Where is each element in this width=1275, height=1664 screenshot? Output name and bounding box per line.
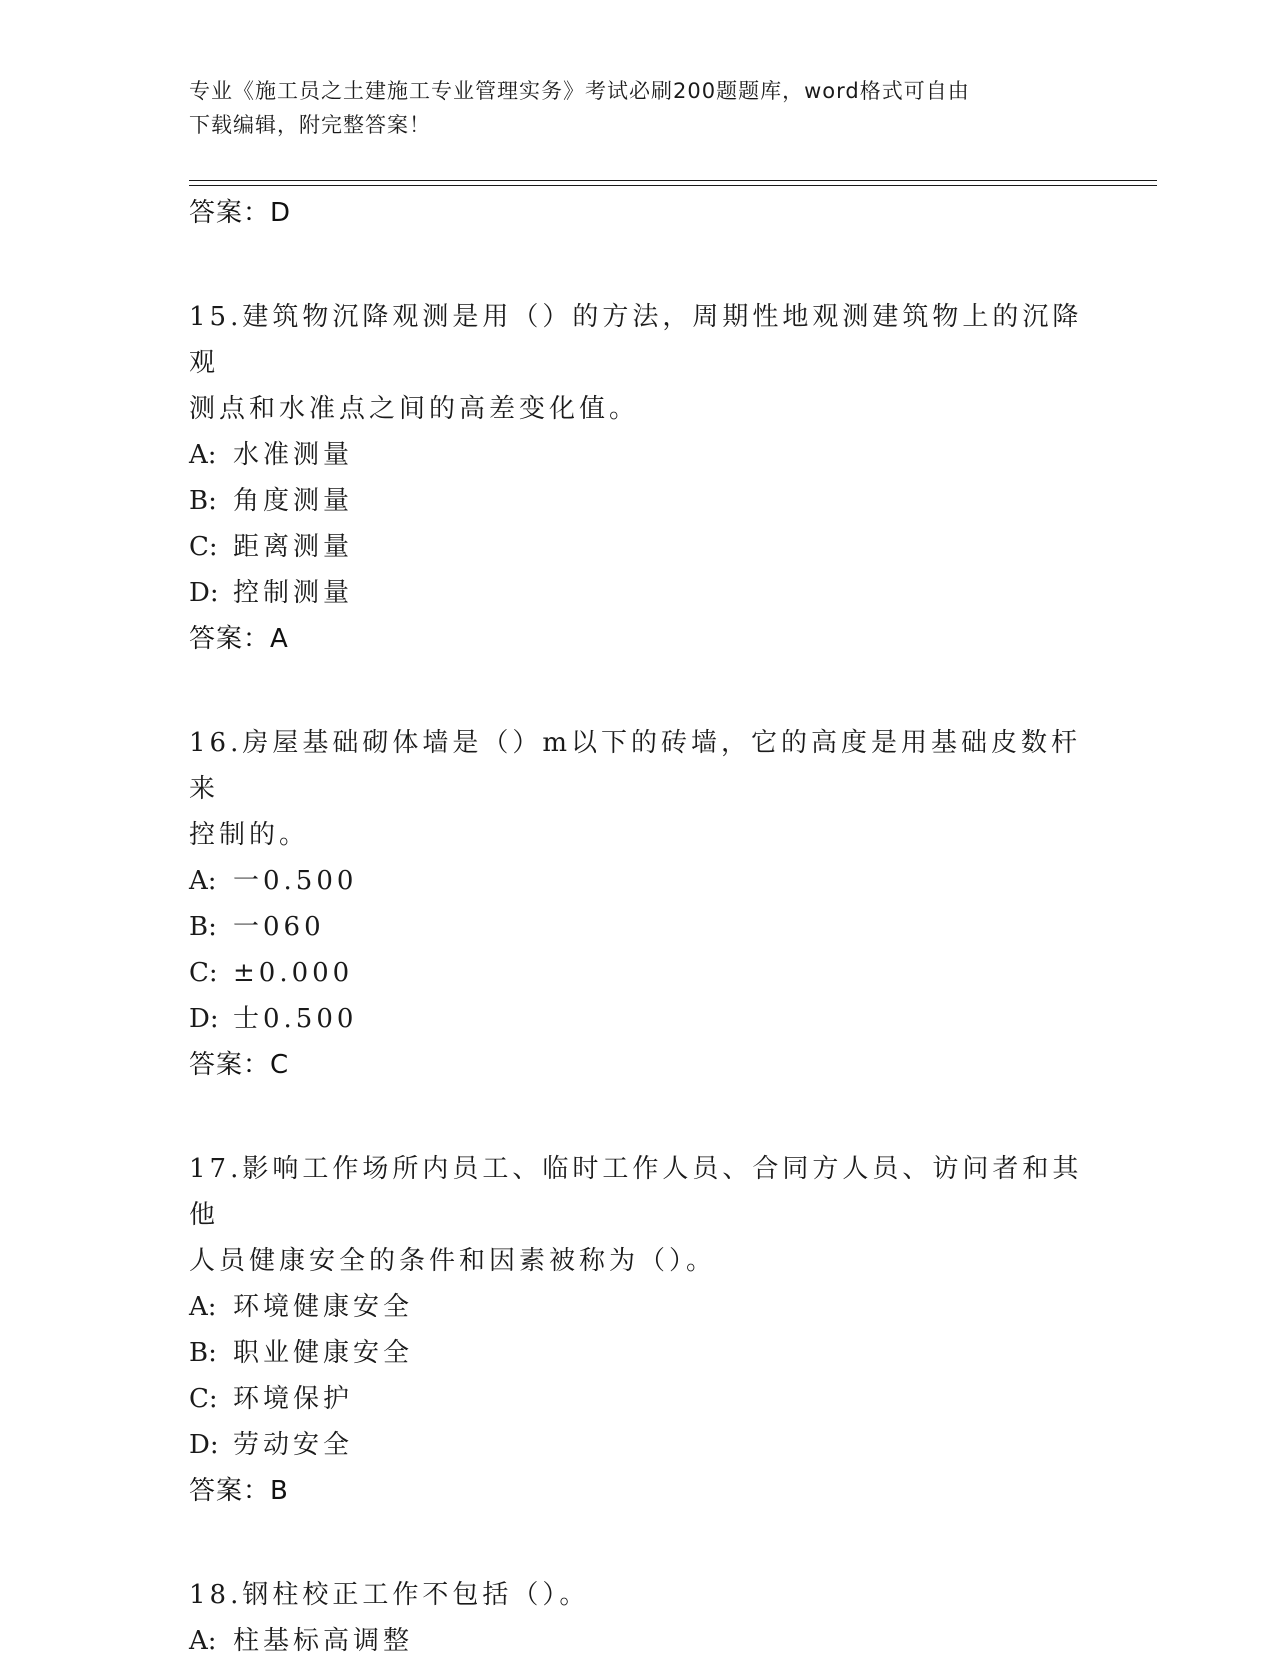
question-text-line: 测点和水准点之间的高差变化值。 (189, 394, 640, 424)
option-b (189, 904, 1089, 950)
option-b (189, 478, 1089, 524)
option-key: B: (189, 486, 217, 516)
option-text: 环境保护 (233, 1384, 354, 1414)
question-text-line: 18.钢柱校正工作不包括（）。 (189, 1580, 590, 1610)
question-list (189, 190, 1089, 1664)
option-key: B: (189, 912, 217, 942)
option-text: 职业健康安全 (233, 1338, 414, 1368)
option-text: 控制测量 (233, 578, 354, 608)
header-line-1: 专业《施工员之土建施工专业管理实务》考试必刷200题题库，word格式可自由 (189, 79, 970, 103)
option-a (189, 858, 1089, 904)
option-d (189, 570, 1089, 616)
option-key: A: (189, 440, 217, 470)
question-text (189, 294, 1089, 432)
option-c (189, 1376, 1089, 1422)
question-text (189, 1146, 1089, 1284)
document-header (189, 74, 1069, 142)
question-text-line: 人员健康安全的条件和因素被称为（）。 (189, 1246, 717, 1276)
option-key: B: (189, 1338, 217, 1368)
option-key: A: (189, 1292, 217, 1322)
option-key: C: (189, 532, 218, 562)
option-text: ±0.000 (233, 958, 354, 988)
question-text (189, 720, 1089, 858)
answer-line: 答案：C (189, 1050, 290, 1080)
question-18 (189, 1572, 1089, 1664)
question-text (189, 1572, 1089, 1618)
answer-line: 答案：D (189, 198, 292, 228)
option-a (189, 1618, 1089, 1664)
option-text: 水准测量 (233, 440, 354, 470)
question-15 (189, 294, 1089, 662)
option-text: 一0.500 (233, 866, 358, 896)
option-d (189, 1422, 1089, 1468)
option-key: C: (189, 1384, 218, 1414)
option-c (189, 524, 1089, 570)
option-a (189, 1284, 1089, 1330)
header-divider-top (189, 180, 1157, 181)
option-key: A: (189, 866, 217, 896)
option-key: A: (189, 1626, 217, 1656)
header-line-2: 下载编辑，附完整答案！ (189, 113, 431, 137)
answer-line: 答案：B (189, 1476, 289, 1506)
question-text-line: 16.房屋基础砌体墙是（）m以下的砖墙，它的高度是用基础皮数杆来 (189, 728, 1082, 804)
option-text: 距离测量 (233, 532, 354, 562)
question-text-line: 15.建筑物沉降观测是用（）的方法，周期性地观测建筑物上的沉降观 (189, 302, 1083, 378)
option-key: D: (189, 1430, 219, 1460)
question-text-line: 控制的。 (189, 820, 310, 850)
question-text-line: 17.影响工作场所内员工、临时工作人员、合同方人员、访问者和其他 (189, 1154, 1083, 1230)
option-d (189, 996, 1089, 1042)
option-key: C: (189, 958, 218, 988)
option-text: 一060 (233, 912, 325, 942)
question-16 (189, 720, 1089, 1088)
option-a (189, 432, 1089, 478)
option-text: 劳动安全 (233, 1430, 354, 1460)
header-divider-bottom (189, 185, 1157, 186)
option-text: 环境健康安全 (233, 1292, 414, 1322)
option-c (189, 950, 1089, 996)
question-17 (189, 1146, 1089, 1514)
option-text: 士0.500 (233, 1004, 358, 1034)
option-text: 角度测量 (233, 486, 354, 516)
option-key: D: (189, 578, 219, 608)
option-text: 柱基标高调整 (233, 1626, 414, 1656)
answer-line: 答案：A (189, 624, 289, 654)
option-key: D: (189, 1004, 219, 1034)
option-b (189, 1330, 1089, 1376)
